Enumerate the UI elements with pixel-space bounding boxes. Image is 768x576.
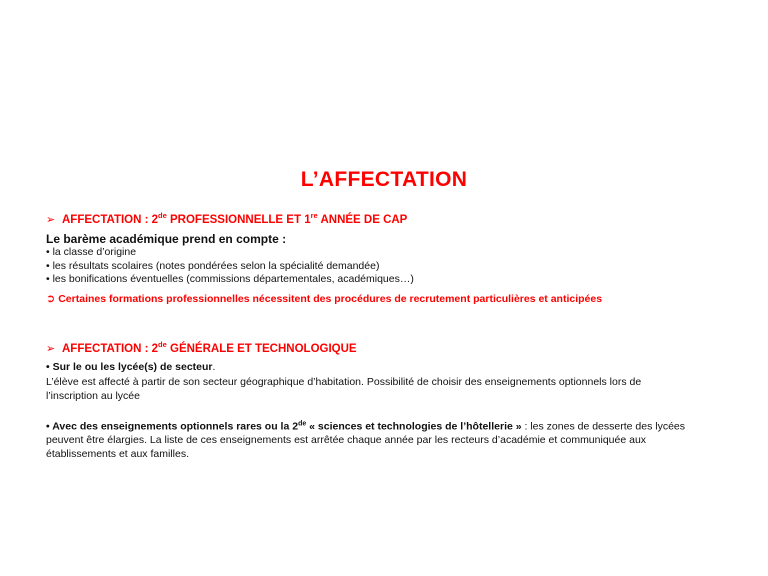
bareme-subheading: Le barème académique prend en compte : (46, 232, 287, 246)
page-title: L’AFFECTATION (300, 168, 468, 191)
optional-teachings-paragraph: • Avec des enseignements optionnels rares ou la 2de « sciences et technologies de l’hôtellerie » : les zones de desserte des lycées peuvent être élargies. La liste de ces enseignements est arrêtée chaque année par les recteurs d’académie et communiquée aux établissements et aux familles. (46, 420, 686, 460)
arrowhead-right-icon: ➢ (46, 213, 56, 226)
secteur-paragraph: L’élève est affecté à partir de son secteur géographique d’habitation. Possibilité de choisir des enseignements optionnels lors de l’inscription au lycée (46, 376, 642, 402)
secteur-subheading: • Sur le ou les lycée(s) de secteur. (46, 361, 216, 373)
list-item: • les bonifications éventuelles (commissions départementales, académiques…) (46, 273, 414, 285)
recruitment-note: ➲ Certaines formations professionnelles nécessitent des procédures de recrutement particulières et anticipées (46, 293, 603, 305)
list-item: • la classe d’origine (46, 246, 137, 258)
bareme-list (46, 246, 414, 287)
section-heading-cap: ➢ AFFECTATION : 2de PROFESSIONNELLE ET 1re ANNÉE DE CAP (46, 211, 408, 226)
arrowhead-right-icon: ➢ (46, 342, 56, 355)
list-item: • les résultats scolaires (notes pondérées selon la spécialité demandée) (46, 259, 380, 272)
section-heading-general: ➢ AFFECTATION : 2de GÉNÉRALE ET TECHNOLOGIQUE (46, 340, 357, 355)
circled-arrow-icon: ➲ (46, 293, 56, 305)
